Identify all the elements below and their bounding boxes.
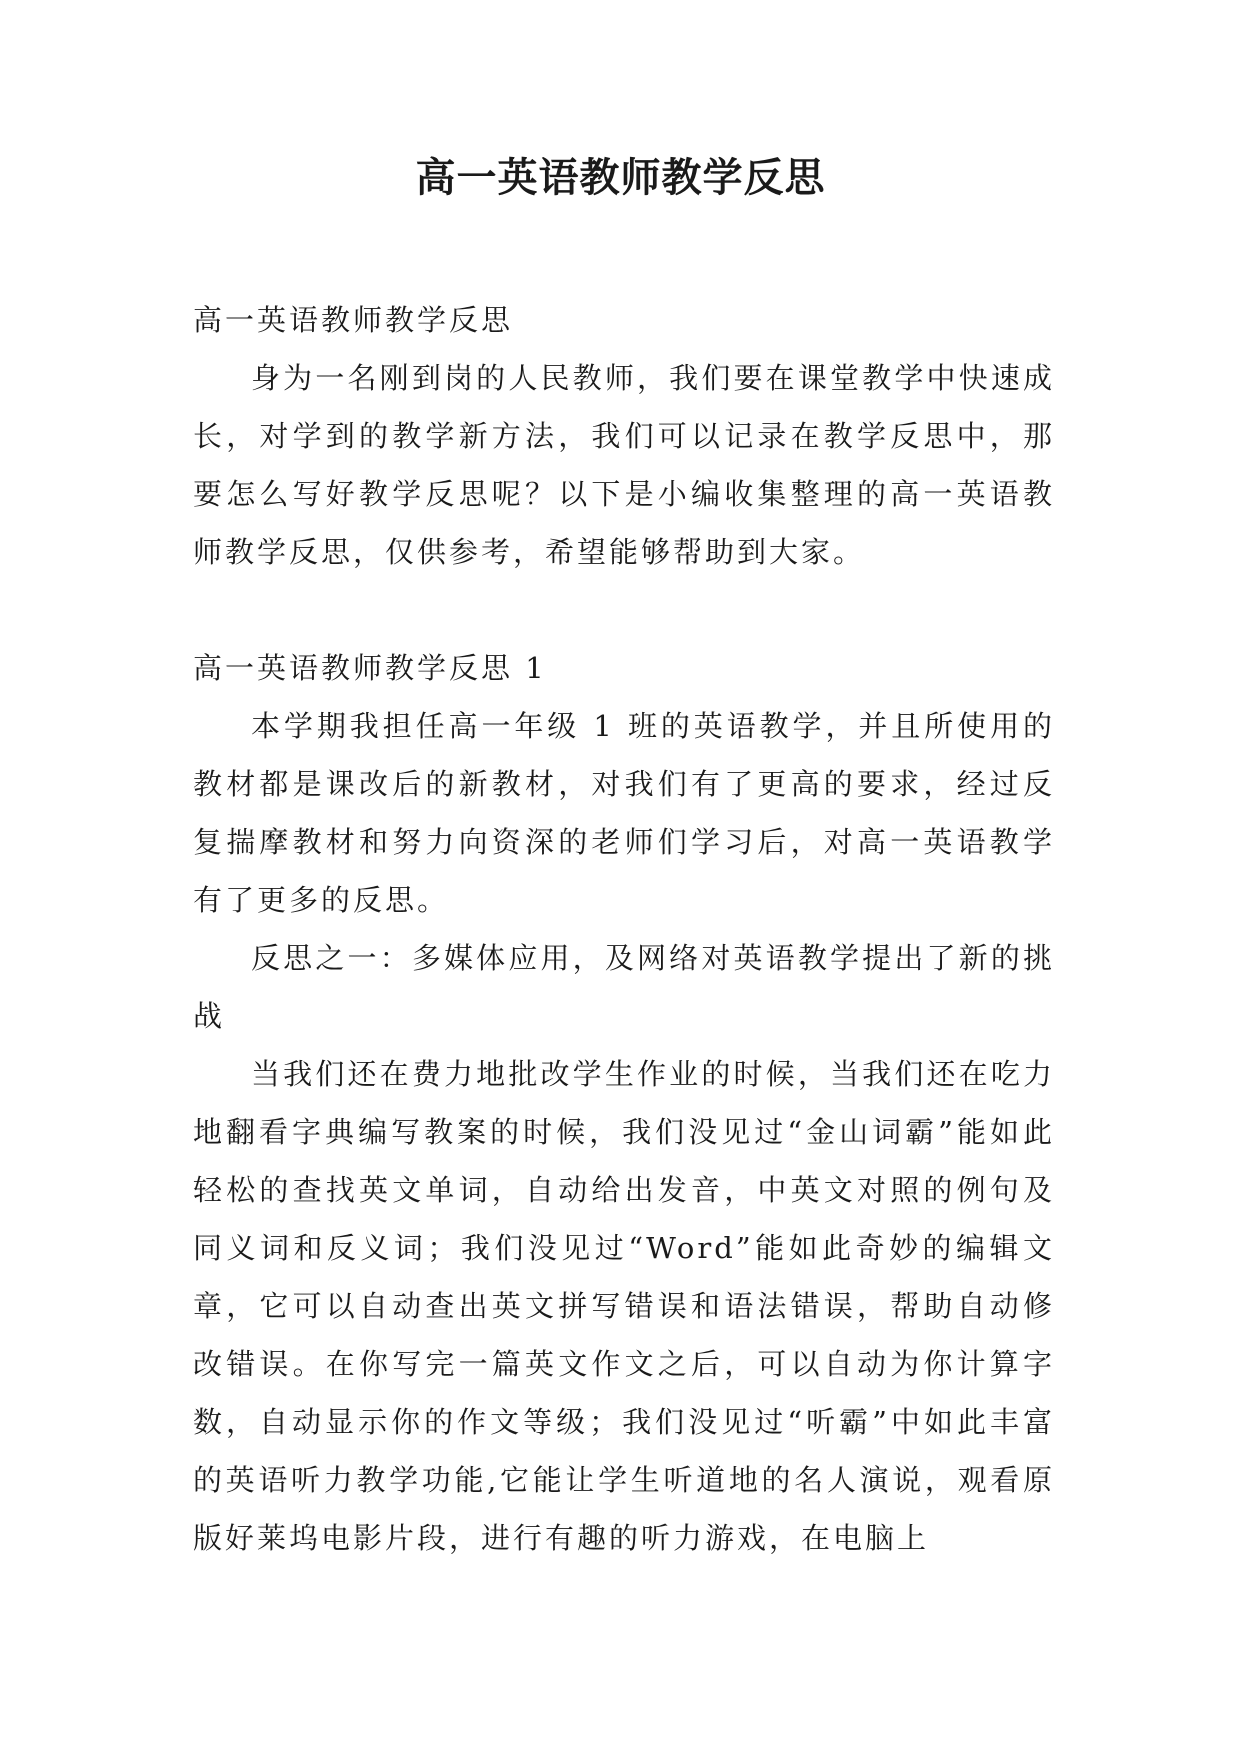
section-1-paragraph-1: 本学期我担任高一年级 1 班的英语教学，并且所使用的教材都是课改后的新教材，对我们有了更高的要求，经过反复揣摩教材和努力向资深的老师们学习后，对高一英语教学有了更多的反思。 [193,709,1055,917]
section-spacer [193,581,1055,639]
intro-heading: 高一英语教师教学反思 [193,303,514,337]
intro-paragraph: 身为一名刚到岗的人民教师，我们要在课堂教学中快速成长，对学到的教学新方法，我们可以记录在教学反思中，那要怎么写好教学反思呢？以下是小编收集整理的高一英语教师教学反思，仅供参考，希望能够帮助到大家。 [193,361,1055,569]
document-body [193,291,1055,1567]
section-1-heading: 高一英语教师教学反思 1 [193,651,547,685]
section-1-paragraph-3: 当我们还在费力地批改学生作业的时候，当我们还在吃力地翻看字典编写教案的时候，我们没见过“金山词霸”能如此轻松的查找英文单词，自动给出发音，中英文对照的例句及同义词和反义词；我们没见过“Word”能如此奇妙的编辑文章，它可以自动查出英文拼写错误和语法错误，帮助自动修改错误。在你写完一篇英文作文之后，可以自动为你计算字数，自动显示你的作文等级；我们没见过“听霸”中如此丰富的英语听力教学功能,它能让学生听道地的名人演说，观看原版好莱坞电影片段，进行有趣的听力游戏，在电脑上 [193,1057,1055,1555]
document-title: 高一英语教师教学反思 [415,154,826,201]
section-1-paragraph-2: 反思之一：多媒体应用，及网络对英语教学提出了新的挑战 [193,941,1055,1033]
